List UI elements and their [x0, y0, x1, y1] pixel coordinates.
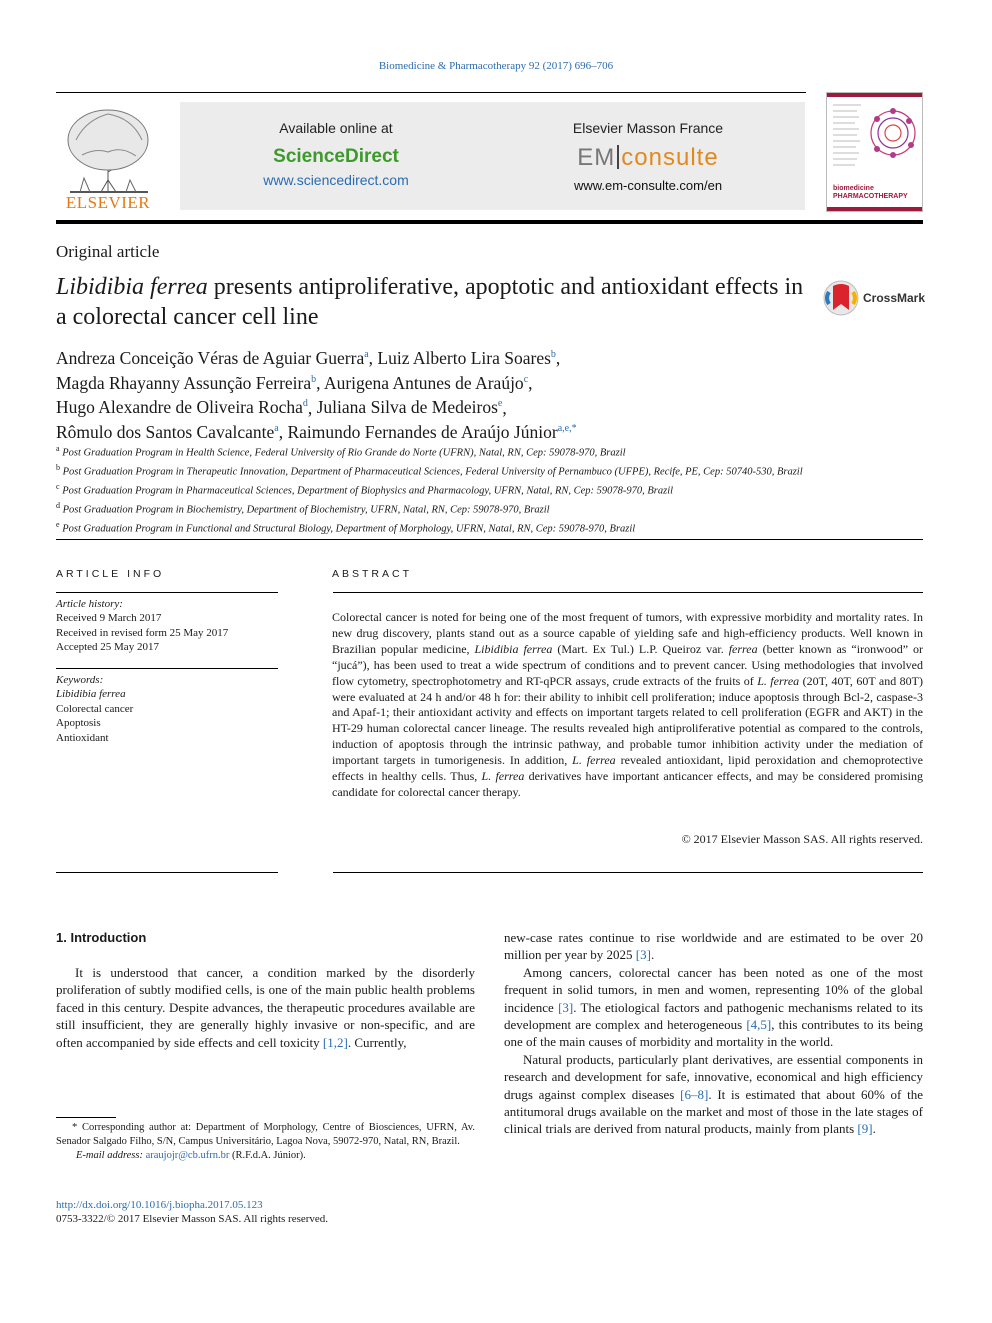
- author[interactable]: Magda Rhayanny Assunção Ferreira$^b$: [56, 372, 317, 393]
- keyword: Colorectal cancer: [56, 702, 134, 715]
- author[interactable]: Rômulo dos Santos Cavalcante$^a$: [56, 422, 279, 443]
- affiliation: $^c$ Post Graduation Program in Pharmaceutical Sciences, Department of Biophysics and Pharmacology, UFRN, Natal, RN, Cep: 59078-970, Brazil: [56, 481, 674, 497]
- abstract-rule: [333, 592, 923, 593]
- keywords-rule: [56, 668, 278, 669]
- keyword: Antioxidant: [56, 731, 109, 744]
- citation-link[interactable]: [9]: [857, 1121, 873, 1137]
- author[interactable]: Andreza Conceição Véras de Aguiar Guerra$^a$: [56, 347, 369, 368]
- author[interactable]: Hugo Alexandre de Oliveira Rocha$^d$: [56, 397, 308, 418]
- article-info-bottom-rule: [56, 872, 278, 873]
- doi-block: [56, 1198, 328, 1226]
- elsevier-masson-label: Elsevier Masson France: [572, 120, 724, 136]
- abstract-bottom-rule: [333, 872, 923, 873]
- emconsulte-block: [492, 102, 804, 210]
- article-history: [56, 597, 278, 655]
- emconsulte-url[interactable]: www.em-consulte.com/en: [573, 178, 723, 193]
- sciencedirect-url[interactable]: www.sciencedirect.com: [263, 172, 409, 188]
- issn-copyright: 0753-3322/© 2017 Elsevier Masson SAS. All rights reserved.: [56, 1213, 329, 1225]
- header-banner: [180, 102, 805, 210]
- author[interactable]: Aurigena Antunes de Araújo$^c$: [323, 372, 529, 393]
- footnote-rule: [56, 1117, 116, 1118]
- title-rest: presents antiproliferative, apoptotic and antioxidant effects in a colorectal cancer cell line: [56, 274, 804, 330]
- cover-title: biomedicine PHARMACOTHERAPY: [833, 185, 908, 200]
- affiliation: $^d$ Post Graduation Program in Biochemistry, Department of Biochemistry, UFRN, Natal, RN, Cep: 59078-970, Brazil: [56, 500, 550, 516]
- header-top-rule: [56, 92, 806, 93]
- abstract-copyright: © 2017 Elsevier Masson SAS. All rights reserved.: [681, 832, 923, 846]
- received-date: Received 9 March 2017: [56, 612, 162, 625]
- abstract-text: Colorectal cancer is noted for being one of the most frequent of tumors, with expressive morbidity and mortality rates. In new drug discovery, plants stand out as a source capable of yielding safe and high-efficiency products. Well known in Brazilian popular medicine, Libidibia ferrea (Mart. Ex Tul.) L.P. Queiroz var. ferrea (better known as “ironwood” or “jucá”), has been used to treat a wide spectrum of conditions and to prevent cancer. Using methodologies that involved flow cytometry, spectrophotometry and RT-qPCR assays, crude extracts of the fruits of L. ferrea (20T, 40T, 60T and 80T) were evaluated at 24 h and/or 48 h for: their ability to inhibit cell proliferation; induce apoptosis through Bcl-2, caspase-3 and Apaf-1; their antioxidant activity and effects on important targets related to cell proliferation (EGFR and AKT) in the HT-29 human colorectal cancer lineage. The results revealed high antiproliferative potential as compared to the controls, induction of apoptosis through the intrinsic pathway, and probable tumor inhibition activity under the mediation of important targets in tumorigenesis. In addition, L. ferrea revealed antioxidant, lipid peroxidation and chemoprotective effects in healthy cells. Thus, L. ferrea derivatives have important anticancer effects, and may be considered promising candidate for colorectal cancer therapy.: [332, 610, 924, 799]
- revised-date: Received in revised form 25 May 2017: [56, 626, 229, 639]
- history-label: Article history:: [56, 598, 123, 610]
- keyword: Libidibia ferrea: [56, 688, 126, 701]
- citation-link[interactable]: [6–8]: [680, 1086, 709, 1102]
- title-species-name: Libidibia ferrea: [56, 274, 208, 300]
- affiliation: $^b$ Post Graduation Program in Therapeutic Innovation, Department of Pharmaceutical Sciences, Federal University of Pernambuco (UFPE), Recife, PE, Cep: 50740-530, Brazil: [56, 462, 803, 478]
- emconsulte-logo[interactable]: EM consulte: [577, 144, 719, 171]
- doi-link[interactable]: http://dx.doi.org/10.1016/j.biopha.2017.05.123: [56, 1199, 263, 1211]
- citation-link[interactable]: [4,5]: [746, 1017, 772, 1033]
- citation-link[interactable]: [3]: [558, 999, 574, 1015]
- citation-link[interactable]: [3]: [635, 947, 651, 963]
- crossmark-label[interactable]: CrossMark: [863, 291, 926, 305]
- journal-cover-thumbnail[interactable]: [826, 92, 923, 212]
- article-info-rule: [56, 592, 278, 593]
- elsevier-logo-text: ELSEVIER: [65, 193, 151, 212]
- section-heading-introduction: 1. Introduction: [56, 930, 147, 945]
- accepted-date: Accepted 25 May 2017: [56, 641, 159, 654]
- author[interactable]: Luiz Alberto Lira Soares$^b$: [377, 347, 556, 368]
- author[interactable]: Raimundo Fernandes de Araújo Júnior$^{a,e,*}$: [287, 422, 577, 443]
- article-title: [56, 272, 816, 332]
- email-link[interactable]: araujojr@cb.ufrn.br: [145, 1150, 230, 1161]
- header-bottom-rule: [56, 220, 923, 224]
- email-owner: (R.F.d.A. Júnior).: [229, 1150, 306, 1161]
- available-online-label: Available online at: [279, 120, 393, 136]
- corresponding-author-footnote: [56, 1121, 475, 1163]
- affiliations: [56, 442, 816, 537]
- citation-link[interactable]: [1,2]: [322, 1034, 348, 1050]
- affiliations-rule: [56, 539, 923, 540]
- article-info-heading: ARTICLE INFO: [56, 568, 165, 580]
- keywords-label: Keywords:: [56, 674, 104, 686]
- corresponding-author-text: * Corresponding author at: Department of Morphology, Centre of Biosciences, UFRN, Av. Senador Salgado Filho, S/N, Campus Universitário, Lagoa Nova, 59072-970, Natal, RN, Brazil.: [56, 1122, 475, 1147]
- keywords-block: [56, 673, 278, 745]
- email-label: E-mail address:: [76, 1150, 146, 1161]
- journal-reference[interactable]: Biomedicine & Pharmacotherapy 92 (2017) 696–706: [378, 60, 614, 72]
- sciencedirect-logo[interactable]: ScienceDirect: [273, 146, 399, 167]
- keyword: Apoptosis: [56, 717, 101, 730]
- author-list: Andreza Conceição Véras de Aguiar Guerra$^a$, Luiz Alberto Lira Soares$^b$, Magda Rhayanny Assunção Ferreira$^b$, Aurigena Antunes de Araújo$^c$, Hugo Alexandre de Oliveira Rocha$^d$, Juliana Silva de Medeiros$^e$, Rômulo dos Santos Cavalcante$^a$, Raimundo Fernandes de Araújo Júnior$^{a,e,*}$: [56, 347, 577, 443]
- author[interactable]: Juliana Silva de Medeiros$^e$: [316, 397, 503, 418]
- article-type: Original article: [56, 242, 160, 261]
- crossmark-icon[interactable]: [823, 280, 861, 316]
- intro-right-column: new-case rates continue to rise worldwide and are estimated to be over 20 million per year by 2025 [3]. Among cancers, colorectal cancer has been noted as one of the most frequent in solid tumors, in men and women, representing 10% of the global incidence [3]. The etiological factors and pathogenic mechanisms related to its development are complex and heterogeneous [4,5], this contributes to its being one of the main causes of morbidity and mortality in the world. Natural products, particularly plant derivatives, are essential components in research and development for safe, innovative, economical and high efficiency drugs against complex diseases [6–8]. It is estimated that about 60% of the antitumoral drugs available on the market and most of those in the late stages of clinical trials are derived from natural products, mainly from plants [9].: [504, 930, 924, 1137]
- affiliation: $^a$ Post Graduation Program in Health Science, Federal University of Rio Grande do Norte (UFRN), Natal, RN, Cep: 59078-970, Brazil: [56, 444, 626, 459]
- intro-left-column: It is understood that cancer, a condition marked by the disorderly proliferation of subtly modified cells, is one of the main public health problems faced in this century. Despite advances, the therapeutic procedures available are still insufficient, they are generally highly invasive or non-specific, and are often accompanied by side effects and cell toxicity [1,2]. Currently,: [56, 965, 475, 1050]
- sciencedirect-block: [180, 102, 492, 210]
- affiliation: $^e$ Post Graduation Program in Functional and Structural Biology, Department of Morphology, UFRN, Natal, RN, Cep: 59078-970, Brazil: [56, 519, 636, 535]
- abstract-heading: ABSTRACT: [332, 568, 413, 580]
